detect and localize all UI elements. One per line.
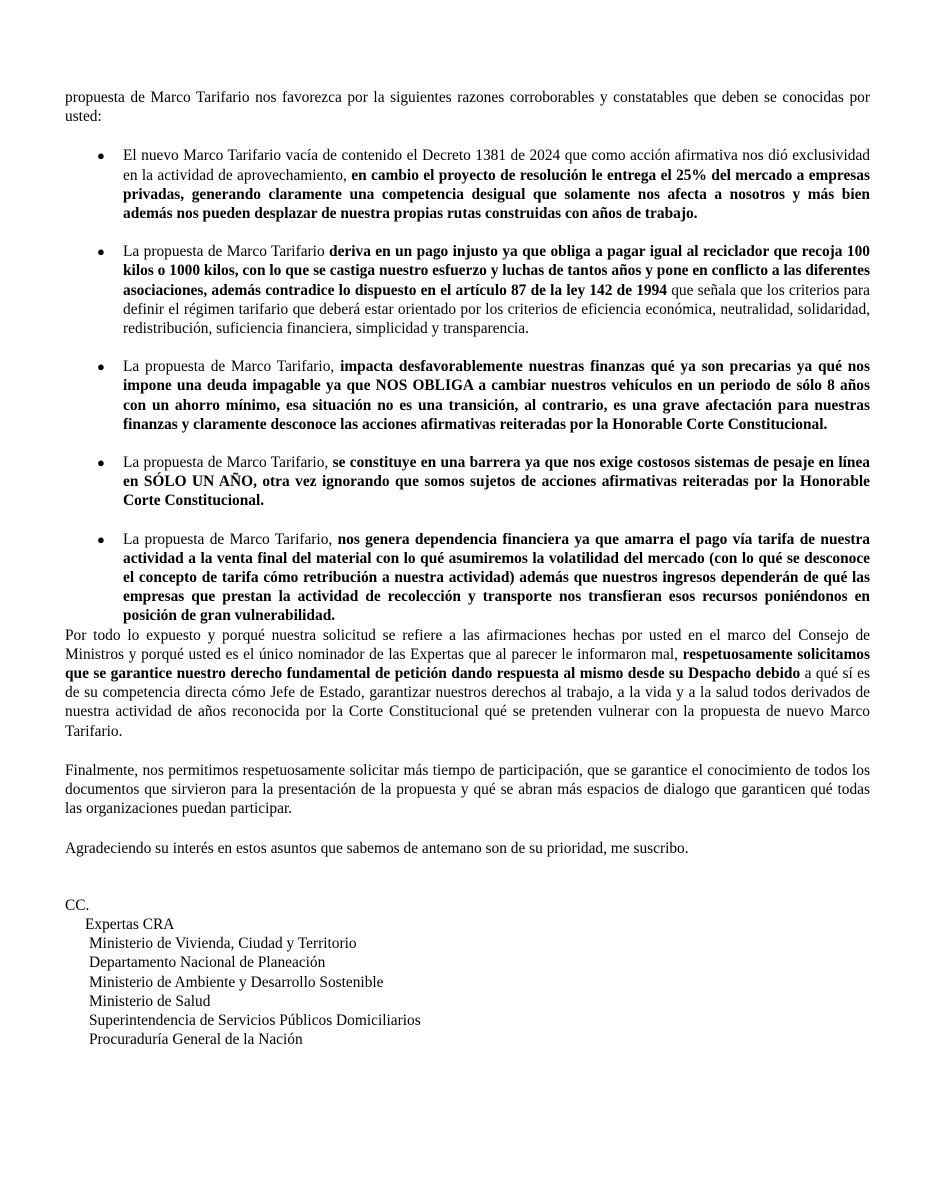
request-normal-text: a qué sí es de su competencia directa cómo Jefe de Estado, garantizar nuestros derechos al trabajo, a la vida y a la salud todos derivados de nuestra actividad de años reconocida por la Corte Constitucional qué se pretenden vulnerar con la propuesta de nuevo Marco Tarifario. (65, 665, 870, 740)
reason-bold-text: deriva en un pago injusto ya que obliga a pagar igual al reciclador que recoja 100 kilos o 1000 kilos, con lo que se castiga nuestro esfuerzo y luchas de tantos años y pone en conflicto a las diferentes asociaciones, además contradice lo dispuesto en el artículo 87 de la ley 142 de 1994 (123, 243, 870, 299)
cc-recipient: Ministerio de Vivienda, Ciudad y Territorio (89, 935, 357, 953)
bullet-icon: ● (97, 244, 105, 260)
reason-text (123, 453, 870, 511)
cc-recipient: Ministerio de Salud (89, 992, 211, 1010)
intro-paragraph: propuesta de Marco Tarifario nos favorezca por la siguientes razones corroborables y constatables que deben se conocidas por usted: (65, 89, 870, 126)
cc-title: CC. (65, 896, 90, 914)
request-bold-text: respetuosamente solicitamos que se garantice nuestro derecho fundamental de petición dando respuesta al mismo desde su Despacho debido (65, 645, 870, 683)
reason-normal-text: La propuesta de Marco Tarifario, (123, 454, 333, 472)
reason-bold-text: se constituye en una barrera ya que nos exige costosos sistemas de pesaje en línea en SÓLO UN AÑO, otra vez ignorando que somos sujetos de acciones afirmativas reiteradas por la Honorable Corte Constitucional. (123, 454, 870, 510)
request-normal-text: Por todo lo expuesto y porqué nuestra solicitud se refiere a las afirmaciones hechas por usted en el marco del Consejo de Ministros y porqué usted es el único nominador de las Expertas que al parecer le informaron mal, (65, 626, 870, 663)
cc-recipient: Expertas CRA (85, 915, 175, 933)
request-paragraph (65, 626, 870, 741)
reason-item (65, 242, 870, 338)
cc-recipient: Superintendencia de Servicios Públicos Domiciliarios (89, 1011, 421, 1029)
reason-normal-text: que señala que los criterios para definir el régimen tarifario que deberá estar orientado por los criterios de eficiencia económica, neutralidad, solidaridad, redistribución, suficiencia financiera, simplicidad y transparencia. (123, 281, 870, 338)
reason-item (65, 530, 870, 626)
reason-normal-text: La propuesta de Marco Tarifario, (123, 358, 341, 376)
document-page (65, 88, 870, 1049)
reason-normal-text: La propuesta de Marco Tarifario (123, 243, 330, 261)
cc-recipient: Ministerio de Ambiente y Desarrollo Sostenible (89, 973, 384, 991)
reason-item (65, 453, 870, 511)
closing-paragraph: Agradeciendo su interés en estos asuntos que sabemos de antemano son de su prioridad, me suscribo. (65, 839, 689, 857)
bullet-icon: ● (97, 148, 105, 164)
reason-item (65, 146, 870, 223)
reason-bold-text: nos genera dependencia financiera ya que amarra el pago vía tarifa de nuestra actividad a la venta final del material con lo qué asumiremos la volatilidad del mercado (con lo qué se desconoce el concepto de tarifa cómo retribución a nuestra actividad) además que nuestros ingresos dependerán de qué las empresas que prestan la actividad de recolección y transporte nos transfieran esos recursos poniéndonos en posición de gran vulnerabilidad. (123, 530, 870, 625)
bullet-icon: ● (97, 531, 105, 547)
reason-bold-text: impacta desfavorablemente nuestras finanzas qué ya son precarias ya qué nos impone una deuda impagable ya que NOS OBLIGA a cambiar nuestros vehículos en un periodo de sólo 8 años con un ahorro mínimo, esa situación no es una transición, al contrario, es una grave afectación para nuestras finanzas y claramente desconoce las acciones afirmativas reiteradas por la Honorable Corte Constitucional. (123, 358, 870, 433)
reason-item (65, 357, 870, 434)
reason-text (123, 357, 870, 434)
cc-recipient-list (65, 915, 870, 1049)
bullet-icon: ● (97, 359, 105, 375)
cc-block (65, 896, 870, 1050)
bullet-icon: ● (97, 455, 105, 471)
reason-text (123, 530, 870, 626)
reasons-list (65, 146, 870, 625)
reason-bold-text: en cambio el proyecto de resolución le entrega el 25% del mercado a empresas privadas, generando claramente una competencia desigual que solamente nos afecta a nosotros y más bien además nos pueden desplazar de nuestra propias rutas construidas con años de trabajo. (123, 166, 870, 223)
reason-normal-text: La propuesta de Marco Tarifario, (123, 530, 338, 548)
reason-text (123, 242, 870, 338)
reason-text (123, 146, 870, 223)
cc-recipient: Departamento Nacional de Planeación (89, 954, 326, 972)
reason-normal-text: El nuevo Marco Tarifario vacía de contenido el Decreto 1381 de 2024 que como acción afirmativa nos dió exclusividad en la actividad de aprovechamiento, (123, 147, 870, 184)
cc-recipient: Procuraduría General de la Nación (89, 1031, 303, 1049)
final-paragraph: Finalmente, nos permitimos respetuosamente solicitar más tiempo de participación, que se garantice el conocimiento de todos los documentos que sirvieron para la presentación de la propuesta y qué se abran más espacios de dialogo que garanticen qué todas las organizaciones puedan participar. (65, 761, 870, 818)
